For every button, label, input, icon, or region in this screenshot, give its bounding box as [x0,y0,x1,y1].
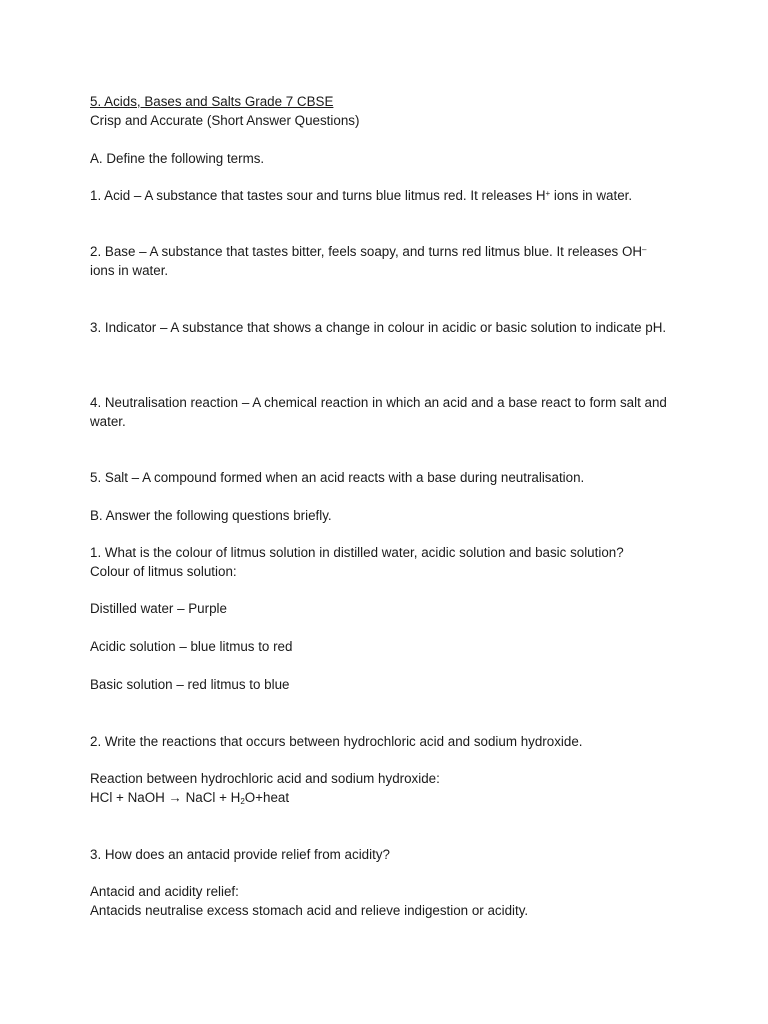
section-a-heading: A. Define the following terms. [90,151,265,166]
question-3-label: Antacid and acidity relief: [90,884,239,899]
section-b-heading: B. Answer the following questions briefly. [90,508,332,523]
definition-indicator: 3. Indicator – A substance that shows a change in colour in acidic or basic solution to indicate pH. [90,320,667,335]
question-2: 2. Write the reactions that occurs between hydrochloric acid and sodium hydroxide. [90,734,583,749]
reaction-equation: HCl + NaOH → NaCl + $H_2O+heat$ [90,790,290,806]
definition-neutralisation: 4. Neutralisation reaction – A chemical reaction in which an acid and a base react to form salt and water. [90,395,667,429]
answer-distilled-water: Distilled water – Purple [90,601,227,616]
answer-acidic-solution: Acidic solution – blue litmus to red [90,639,293,654]
document-title: 5. Acids, Bases and Salts Grade 7 CBSE [90,94,334,109]
question-1: 1. What is the colour of litmus solution in distilled water, acidic solution and basic solution? [90,545,624,560]
definition-base: 2. Base – A substance that tastes bitter, feels soapy, and turns red litmus blue. It releases OH– ions in water. [90,244,647,278]
question-1-label: Colour of litmus solution: [90,564,237,579]
question-2-label: Reaction between hydrochloric acid and sodium hydroxide: [90,771,440,786]
definition-salt: 5. Salt – A compound formed when an acid reacts with a base during neutralisation. [90,470,585,485]
question-3-answer: Antacids neutralise excess stomach acid and relieve indigestion or acidity. [90,903,529,918]
document-subtitle: Crisp and Accurate (Short Answer Questions) [90,113,360,128]
question-3: 3. How does an antacid provide relief from acidity? [90,847,390,862]
answer-basic-solution: Basic solution – red litmus to blue [90,677,290,692]
definition-acid: 1. Acid – A substance that tastes sour and turns blue litmus red. It releases H+ ions in water. [90,188,633,203]
